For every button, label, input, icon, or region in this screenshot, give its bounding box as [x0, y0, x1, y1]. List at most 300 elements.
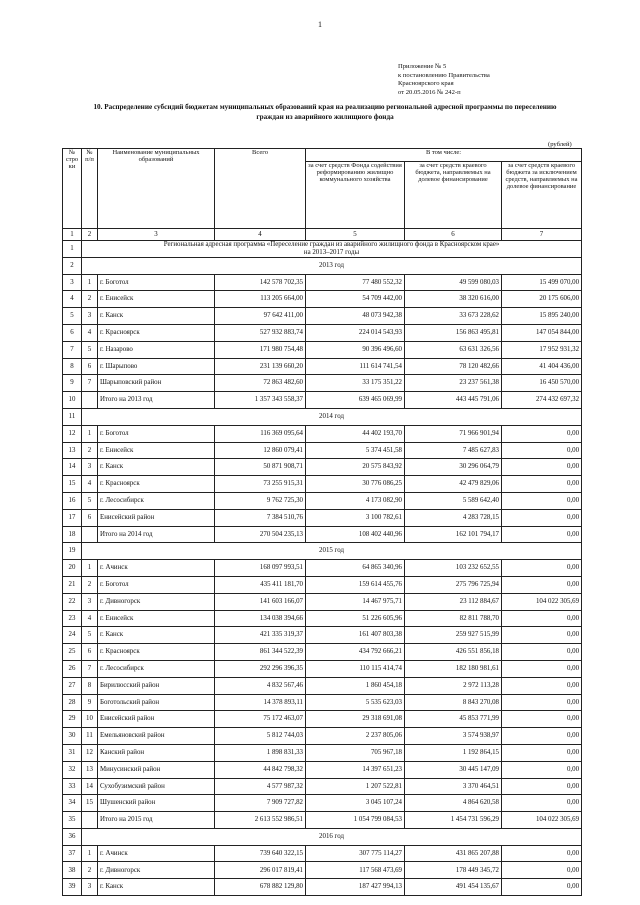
item-number: 3	[82, 308, 98, 325]
row-number: 22	[63, 593, 82, 610]
fund-amount: 2 237 805,06	[306, 728, 405, 745]
fund-amount: 1 054 799 084,53	[306, 812, 405, 829]
regional-other-amount: 0,00	[502, 459, 582, 476]
municipality-name: г. Канск	[98, 308, 215, 325]
row-number: 28	[63, 694, 82, 711]
fund-amount: 14 467 975,71	[306, 593, 405, 610]
regional-share-amount: 1 454 731 596,29	[405, 812, 502, 829]
row-number: 38	[63, 862, 82, 879]
municipality-name: г. Дивногорск	[98, 862, 215, 879]
total-amount: 292 296 396,35	[215, 660, 306, 677]
row-number: 27	[63, 677, 82, 694]
fund-amount: 48 073 942,38	[306, 308, 405, 325]
appendix-line: Красноярского края	[398, 80, 454, 88]
fund-amount: 5 535 623,03	[306, 694, 405, 711]
row-number: 39	[63, 879, 82, 896]
table-row	[63, 845, 582, 862]
row-number: 14	[63, 459, 82, 476]
page-number: 1	[318, 20, 322, 29]
total-amount: 141 603 166,07	[215, 593, 306, 610]
item-number: 5	[82, 627, 98, 644]
fund-amount: 33 175 351,22	[306, 375, 405, 392]
regional-share-amount: 2 972 113,28	[405, 677, 502, 694]
total-amount: 50 871 908,71	[215, 459, 306, 476]
units-label: (рублей)	[548, 141, 572, 148]
regional-other-amount: 15 895 240,00	[502, 308, 582, 325]
row-number: 20	[63, 560, 82, 577]
regional-other-amount: 0,00	[502, 677, 582, 694]
item-number: 1	[82, 845, 98, 862]
municipality-name: Боготольский район	[98, 694, 215, 711]
total-amount: 113 205 664,00	[215, 291, 306, 308]
header-regional-other: за счет средств краевого бюджета за исключением средств, направляемых на долевое финансирование	[502, 162, 582, 229]
table-row	[63, 425, 582, 442]
regional-other-amount: 0,00	[502, 509, 582, 526]
municipality-name: г. Красноярск	[98, 476, 215, 493]
total-row	[63, 812, 582, 829]
table-row	[63, 492, 582, 509]
table-row	[63, 660, 582, 677]
regional-other-amount: 0,00	[502, 711, 582, 728]
fund-amount: 29 318 691,08	[306, 711, 405, 728]
regional-share-amount: 275 796 725,94	[405, 576, 502, 593]
header-item-number: № п/п	[82, 149, 98, 229]
row-number: 26	[63, 660, 82, 677]
item-number: 15	[82, 795, 98, 812]
regional-share-amount: 4 864 620,58	[405, 795, 502, 812]
municipality-name: г. Боготол	[98, 274, 215, 291]
table-row	[63, 694, 582, 711]
regional-other-amount: 41 404 436,00	[502, 358, 582, 375]
row-number: 5	[63, 308, 82, 325]
fund-amount: 639 465 069,99	[306, 392, 405, 409]
regional-other-amount: 0,00	[502, 660, 582, 677]
row-number: 24	[63, 627, 82, 644]
municipality-name: Шушенский район	[98, 795, 215, 812]
item-number: 11	[82, 728, 98, 745]
year-label: 2013 год	[82, 257, 582, 274]
row-number: 36	[63, 828, 82, 845]
item-number: 6	[82, 644, 98, 661]
regional-other-amount: 0,00	[502, 425, 582, 442]
table-row	[63, 459, 582, 476]
municipality-name: г. Енисейск	[98, 291, 215, 308]
item-number: 3	[82, 593, 98, 610]
header-regional-share: за счет средств краевого бюджета, направляемых на долевое финансирование	[405, 162, 502, 229]
regional-other-amount: 0,00	[502, 879, 582, 896]
table-row	[63, 610, 582, 627]
year-label: 2014 год	[82, 408, 582, 425]
column-number: 3	[98, 229, 215, 241]
total-amount: 12 860 079,41	[215, 442, 306, 459]
item-number: 3	[82, 459, 98, 476]
total-amount: 678 882 129,80	[215, 879, 306, 896]
column-number-row	[63, 229, 582, 241]
fund-amount: 108 402 440,96	[306, 526, 405, 543]
regional-other-amount: 0,00	[502, 442, 582, 459]
municipality-name: Шарыповский район	[98, 375, 215, 392]
municipality-name: г. Канск	[98, 879, 215, 896]
row-number: 34	[63, 795, 82, 812]
row-number: 15	[63, 476, 82, 493]
item-number: 1	[82, 274, 98, 291]
regional-other-amount: 147 054 844,00	[502, 324, 582, 341]
regional-other-amount: 0,00	[502, 560, 582, 577]
regional-share-amount: 33 673 228,62	[405, 308, 502, 325]
table-row	[63, 308, 582, 325]
regional-share-amount: 3 370 464,51	[405, 778, 502, 795]
table-row	[63, 862, 582, 879]
item-number: 12	[82, 744, 98, 761]
row-number: 18	[63, 526, 82, 543]
row-number: 25	[63, 644, 82, 661]
municipality-name: Минусинский район	[98, 761, 215, 778]
total-label: Итого на 2014 год	[98, 526, 215, 543]
regional-other-amount: 0,00	[502, 761, 582, 778]
regional-share-amount: 42 479 829,06	[405, 476, 502, 493]
table-row	[63, 593, 582, 610]
total-amount: 44 842 798,32	[215, 761, 306, 778]
municipality-name: г. Шарыпово	[98, 358, 215, 375]
item-number	[82, 526, 98, 543]
fund-amount: 111 614 741,54	[306, 358, 405, 375]
item-number: 4	[82, 476, 98, 493]
table-row	[63, 560, 582, 577]
program-title-line: Региональная адресная программа «Переселение граждан из аварийного жилищного фонда в Красноярском крае»	[163, 241, 500, 249]
total-amount: 861 344 522,39	[215, 644, 306, 661]
year-label: 2016 год	[82, 828, 582, 845]
fund-amount: 705 967,18	[306, 744, 405, 761]
appendix-block	[398, 63, 490, 97]
table-row	[63, 677, 582, 694]
row-number: 1	[63, 241, 82, 258]
regional-other-amount: 0,00	[502, 694, 582, 711]
header-total: Всего	[215, 149, 306, 229]
fund-amount: 434 792 666,21	[306, 644, 405, 661]
regional-share-amount: 8 843 270,08	[405, 694, 502, 711]
table-row	[63, 291, 582, 308]
municipality-name: Сухобузимский район	[98, 778, 215, 795]
fund-amount: 1 860 454,18	[306, 677, 405, 694]
total-amount: 435 411 181,70	[215, 576, 306, 593]
row-number: 30	[63, 728, 82, 745]
table-row	[63, 728, 582, 745]
regional-share-amount: 49 599 080,03	[405, 274, 502, 291]
item-number: 1	[82, 425, 98, 442]
item-number: 13	[82, 761, 98, 778]
municipality-name: Канский район	[98, 744, 215, 761]
row-number: 12	[63, 425, 82, 442]
year-label: 2015 год	[82, 543, 582, 560]
regional-other-amount: 0,00	[502, 576, 582, 593]
table-row	[63, 711, 582, 728]
regional-other-amount: 0,00	[502, 862, 582, 879]
total-amount: 4 577 987,32	[215, 778, 306, 795]
municipality-name: г. Назарово	[98, 341, 215, 358]
total-amount: 739 640 322,15	[215, 845, 306, 862]
row-number: 3	[63, 274, 82, 291]
year-row	[63, 828, 582, 845]
regional-other-amount: 104 022 305,69	[502, 593, 582, 610]
header-row-number: № стро ки	[63, 149, 82, 229]
municipality-name: г. Енисейск	[98, 610, 215, 627]
row-number: 16	[63, 492, 82, 509]
table-row	[63, 879, 582, 896]
table-row	[63, 341, 582, 358]
regional-other-amount: 0,00	[502, 526, 582, 543]
table-row	[63, 627, 582, 644]
table-row	[63, 795, 582, 812]
row-number: 10	[63, 392, 82, 409]
regional-share-amount: 3 574 938,97	[405, 728, 502, 745]
total-amount: 527 932 883,74	[215, 324, 306, 341]
total-amount: 73 255 915,31	[215, 476, 306, 493]
table-row	[63, 324, 582, 341]
item-number	[82, 812, 98, 829]
row-number: 11	[63, 408, 82, 425]
program-title	[82, 241, 582, 258]
total-amount: 4 832 567,46	[215, 677, 306, 694]
fund-amount: 90 396 496,60	[306, 341, 405, 358]
column-number: 4	[215, 229, 306, 241]
regional-other-amount: 0,00	[502, 492, 582, 509]
fund-amount: 30 776 086,25	[306, 476, 405, 493]
regional-share-amount: 431 865 207,88	[405, 845, 502, 862]
program-title-line: на 2013–2017 годы	[303, 248, 360, 256]
municipality-name: г. Боготол	[98, 425, 215, 442]
regional-other-amount: 0,00	[502, 644, 582, 661]
regional-other-amount: 15 499 070,00	[502, 274, 582, 291]
total-amount: 296 017 819,41	[215, 862, 306, 879]
item-number: 3	[82, 879, 98, 896]
total-amount: 2 613 552 986,51	[215, 812, 306, 829]
regional-other-amount: 274 432 697,32	[502, 392, 582, 409]
municipality-name: г. Красноярск	[98, 644, 215, 661]
regional-share-amount: 71 966 901,94	[405, 425, 502, 442]
item-number: 10	[82, 711, 98, 728]
program-row	[63, 241, 582, 258]
regional-share-amount: 103 232 652,55	[405, 560, 502, 577]
row-number: 35	[63, 812, 82, 829]
item-number: 2	[82, 442, 98, 459]
total-amount: 7 384 510,76	[215, 509, 306, 526]
regional-share-amount: 78 120 482,66	[405, 358, 502, 375]
total-amount: 5 812 744,03	[215, 728, 306, 745]
row-number: 13	[63, 442, 82, 459]
table-row	[63, 442, 582, 459]
table-row	[63, 744, 582, 761]
table-row	[63, 644, 582, 661]
total-amount: 116 369 095,64	[215, 425, 306, 442]
total-amount: 75 172 463,07	[215, 711, 306, 728]
fund-amount: 77 480 552,32	[306, 274, 405, 291]
row-number: 8	[63, 358, 82, 375]
total-amount: 231 139 660,20	[215, 358, 306, 375]
municipality-name: г. Канск	[98, 627, 215, 644]
fund-amount: 1 207 522,81	[306, 778, 405, 795]
table-row	[63, 576, 582, 593]
fund-amount: 159 614 455,76	[306, 576, 405, 593]
item-number: 14	[82, 778, 98, 795]
row-number: 23	[63, 610, 82, 627]
row-number: 33	[63, 778, 82, 795]
regional-other-amount: 0,00	[502, 778, 582, 795]
total-amount: 142 578 702,35	[215, 274, 306, 291]
total-amount: 9 762 725,30	[215, 492, 306, 509]
regional-other-amount: 0,00	[502, 728, 582, 745]
table-row	[63, 375, 582, 392]
total-amount: 72 863 482,60	[215, 375, 306, 392]
column-number: 1	[63, 229, 82, 241]
item-number: 2	[82, 576, 98, 593]
regional-other-amount: 0,00	[502, 845, 582, 862]
table-row	[63, 358, 582, 375]
fund-amount: 224 014 543,93	[306, 324, 405, 341]
column-number: 6	[405, 229, 502, 241]
regional-other-amount: 17 952 931,32	[502, 341, 582, 358]
column-number: 5	[306, 229, 405, 241]
item-number: 7	[82, 660, 98, 677]
regional-share-amount: 23 112 884,67	[405, 593, 502, 610]
appendix-line: Приложение № 5	[398, 63, 447, 70]
total-amount: 1 898 831,33	[215, 744, 306, 761]
municipality-name: г. Красноярск	[98, 324, 215, 341]
total-row	[63, 392, 582, 409]
row-number: 37	[63, 845, 82, 862]
item-number	[82, 392, 98, 409]
total-amount: 270 504 235,13	[215, 526, 306, 543]
regional-share-amount: 4 283 728,15	[405, 509, 502, 526]
fund-amount: 161 407 803,38	[306, 627, 405, 644]
regional-share-amount: 38 320 616,00	[405, 291, 502, 308]
municipality-name: Бирилюсский район	[98, 677, 215, 694]
regional-share-amount: 23 237 561,38	[405, 375, 502, 392]
regional-share-amount: 7 485 627,83	[405, 442, 502, 459]
regional-other-amount: 0,00	[502, 476, 582, 493]
regional-share-amount: 443 445 791,06	[405, 392, 502, 409]
regional-share-amount: 30 296 064,79	[405, 459, 502, 476]
item-number: 6	[82, 509, 98, 526]
item-number: 5	[82, 341, 98, 358]
item-number: 4	[82, 324, 98, 341]
year-row	[63, 543, 582, 560]
table-row	[63, 274, 582, 291]
regional-share-amount: 426 551 856,18	[405, 644, 502, 661]
total-amount: 171 980 754,48	[215, 341, 306, 358]
municipality-name: г. Канск	[98, 459, 215, 476]
regional-other-amount: 0,00	[502, 610, 582, 627]
appendix-line: к постановлению Правительства	[398, 71, 490, 79]
item-number: 9	[82, 694, 98, 711]
fund-amount: 51 226 605,96	[306, 610, 405, 627]
total-row	[63, 526, 582, 543]
fund-amount: 307 775 114,27	[306, 845, 405, 862]
column-number: 7	[502, 229, 582, 241]
municipality-name: Енисейский район	[98, 509, 215, 526]
total-amount: 14 378 893,11	[215, 694, 306, 711]
municipality-name: г. Лесосибирск	[98, 660, 215, 677]
fund-amount: 110 115 414,74	[306, 660, 405, 677]
regional-other-amount: 16 450 570,00	[502, 375, 582, 392]
header-municipality: Наименование муниципальных образований	[98, 149, 215, 229]
row-number: 29	[63, 711, 82, 728]
regional-share-amount: 259 927 515,99	[405, 627, 502, 644]
total-label: Итого на 2013 год	[98, 392, 215, 409]
item-number: 6	[82, 358, 98, 375]
total-amount: 421 335 319,37	[215, 627, 306, 644]
regional-share-amount: 5 589 642,40	[405, 492, 502, 509]
row-number: 9	[63, 375, 82, 392]
fund-amount: 54 709 442,00	[306, 291, 405, 308]
total-amount: 7 909 727,82	[215, 795, 306, 812]
item-number: 5	[82, 492, 98, 509]
total-label: Итого на 2015 год	[98, 812, 215, 829]
table-row	[63, 778, 582, 795]
year-row	[63, 408, 582, 425]
row-number: 2	[63, 257, 82, 274]
column-number: 2	[82, 229, 98, 241]
subsidy-table	[62, 148, 582, 896]
regional-other-amount: 0,00	[502, 795, 582, 812]
regional-other-amount: 0,00	[502, 627, 582, 644]
regional-share-amount: 178 449 345,72	[405, 862, 502, 879]
fund-amount: 64 865 340,96	[306, 560, 405, 577]
appendix-line: от 20.05.2016 № 242-п	[398, 88, 461, 96]
regional-share-amount: 30 445 147,09	[405, 761, 502, 778]
year-row	[63, 257, 582, 274]
row-number: 17	[63, 509, 82, 526]
item-number: 7	[82, 375, 98, 392]
row-number: 6	[63, 324, 82, 341]
fund-amount: 44 402 193,70	[306, 425, 405, 442]
fund-amount: 4 173 082,90	[306, 492, 405, 509]
municipality-name: г. Енисейск	[98, 442, 215, 459]
row-number: 31	[63, 744, 82, 761]
fund-amount: 5 374 451,58	[306, 442, 405, 459]
table-row	[63, 509, 582, 526]
regional-share-amount: 156 863 495,81	[405, 324, 502, 341]
item-number: 2	[82, 291, 98, 308]
total-amount: 1 357 343 558,37	[215, 392, 306, 409]
municipality-name: г. Ачинск	[98, 560, 215, 577]
total-amount: 134 038 394,66	[215, 610, 306, 627]
municipality-name: Емельяновский район	[98, 728, 215, 745]
fund-amount: 14 397 651,23	[306, 761, 405, 778]
fund-amount: 3 100 782,61	[306, 509, 405, 526]
regional-share-amount: 1 192 864,15	[405, 744, 502, 761]
regional-other-amount: 104 022 305,69	[502, 812, 582, 829]
fund-amount: 3 045 107,24	[306, 795, 405, 812]
regional-share-amount: 82 811 788,70	[405, 610, 502, 627]
municipality-name: Енисейский район	[98, 711, 215, 728]
row-number: 19	[63, 543, 82, 560]
row-number: 32	[63, 761, 82, 778]
regional-share-amount: 45 853 771,99	[405, 711, 502, 728]
item-number: 4	[82, 610, 98, 627]
municipality-name: г. Дивногорск	[98, 593, 215, 610]
row-number: 4	[63, 291, 82, 308]
regional-share-amount: 63 631 326,56	[405, 341, 502, 358]
regional-share-amount: 182 180 981,61	[405, 660, 502, 677]
table-row	[63, 761, 582, 778]
municipality-name: г. Ачинск	[98, 845, 215, 862]
row-number: 7	[63, 341, 82, 358]
municipality-name: г. Боготол	[98, 576, 215, 593]
header-fund: за счет средств Фонда содействия реформированию жилищно коммунального хозяйства	[306, 162, 405, 229]
total-amount: 168 097 993,51	[215, 560, 306, 577]
header-including: В том числе:	[306, 149, 582, 162]
regional-other-amount: 20 175 606,00	[502, 291, 582, 308]
